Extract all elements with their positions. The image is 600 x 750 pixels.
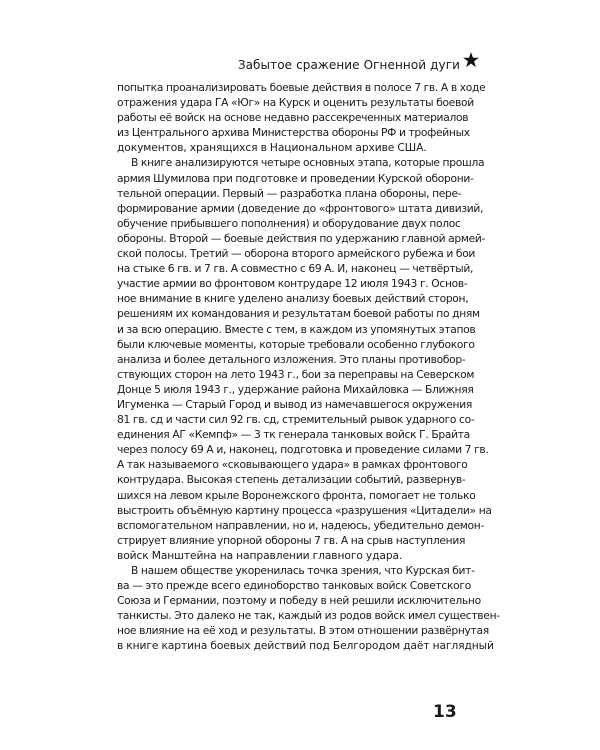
text-line: формирование армии (доведение до «фронтового» штата дивизий, bbox=[117, 201, 484, 215]
text-line: ствующих сторон на лето 1943 г., бои за переправы на Северском bbox=[117, 367, 475, 381]
text-line: отражения удара ГА «Юг» на Курск и оценить результаты боевой bbox=[117, 96, 474, 110]
text-line: Союза и Германии, поэтому и победу в ней решили исключительно bbox=[117, 594, 481, 608]
text-line: обучение прибывшего пополнения) и оборудование двух полос bbox=[117, 216, 461, 230]
text-line: шихся на левом крыле Воронежского фронта, помогает не только bbox=[117, 488, 476, 502]
paragraph bbox=[117, 563, 500, 654]
text-line: через полосу 69 А и, наконец, подготовка и проведение силами 7 гв. bbox=[117, 443, 489, 457]
text-line: танкисты. Это далеко не так, каждый из родов войск имел существен- bbox=[117, 609, 500, 623]
text-line: обороны. Второй — боевые действия по удержанию главной армей- bbox=[117, 231, 486, 245]
text-line: 81 гв. сд и части сил 92 гв. сд, стремительный рывок ударного со- bbox=[117, 413, 475, 427]
text-line: и за всю операцию. Вместе с тем, в каждом из упомянутых этапов bbox=[117, 322, 476, 336]
text-line: ное влияние на её ход и результаты. В этом отношении развёрнутая bbox=[117, 624, 489, 638]
text-line: вспомогательном направлении, но и, надеюсь, убедительно демон- bbox=[117, 518, 485, 532]
text-line: тельной операции. Первый — разработка плана обороны, пере- bbox=[117, 186, 462, 200]
text-line: документов, хранящихся в Национальном архиве США. bbox=[117, 141, 427, 155]
text-line: Игуменка — Старый Город и вывод из намечавшегося окружения bbox=[117, 397, 472, 411]
text-line: из Центрального архива Министерства обороны РФ и трофейных bbox=[117, 126, 470, 140]
text-line: войск Манштейна на направлении главного удара. bbox=[117, 548, 403, 562]
paragraph bbox=[117, 80, 486, 155]
text-line: участие армии во фронтовом контрударе 12 июля 1943 г. Основ- bbox=[117, 277, 468, 291]
text-line: ской полосы. Третий — оборона второго армейского рубежа и бои bbox=[117, 247, 476, 261]
text-line: попытка проанализировать боевые действия в полосе 7 гв. А в ходе bbox=[117, 81, 486, 94]
text-line: стрирует влияние упорной обороны 7 гв. А на срыв наступления bbox=[117, 533, 466, 547]
text-line: выстроить объёмную картину процесса «разрушения «Цитадели» на bbox=[117, 503, 492, 517]
body-text bbox=[117, 80, 500, 654]
running-header: Забытое сражение Огненной дуги bbox=[237, 58, 460, 72]
text-line: В нашем обществе укоренилась точка зрения, что Курская бит- bbox=[131, 564, 475, 577]
text-line: А так называемого «сковывающего удара» в рамках фронтового bbox=[117, 458, 468, 472]
text-line: В книге анализируются четыре основных этапа, которые прошла bbox=[131, 156, 485, 170]
text-line: в книге картина боевых действий под Белгородом даёт наглядный bbox=[117, 639, 494, 653]
page-number: 13 bbox=[433, 702, 457, 722]
text-line: единения АГ «Кемпф» — 3 тк генерала танковых войск Г. Брайта bbox=[117, 428, 470, 442]
text-line: контрудара. Высокая степень детализации событий, развернув- bbox=[117, 473, 466, 487]
text-line: решениям их командования и результатам боевой работы по дням bbox=[117, 307, 480, 321]
text-line: анализа и более детального изложения. Это планы противобор- bbox=[117, 352, 466, 366]
paragraph bbox=[117, 155, 492, 563]
text-line: ное внимание в книге уделено анализу боевых действий сторон, bbox=[117, 292, 469, 306]
text-line: ва — это прежде всего единоборство танковых войск Советского bbox=[117, 579, 471, 593]
star-icon bbox=[462, 51, 480, 69]
text-line: были ключевые моменты, которые требовали особенно глубокого bbox=[117, 337, 475, 351]
text-line: Донце 5 июля 1943 г., удержание района Михайловка — Ближняя bbox=[117, 382, 474, 396]
text-line: армия Шумилова при подготовке и проведении Курской оборони- bbox=[117, 171, 474, 185]
text-line: работы её войск на основе недавно рассекреченных материалов bbox=[117, 111, 469, 125]
text-line: на стыке 6 гв. и 7 гв. А совместно с 69 А. И, наконец — четвёртый, bbox=[117, 262, 474, 276]
